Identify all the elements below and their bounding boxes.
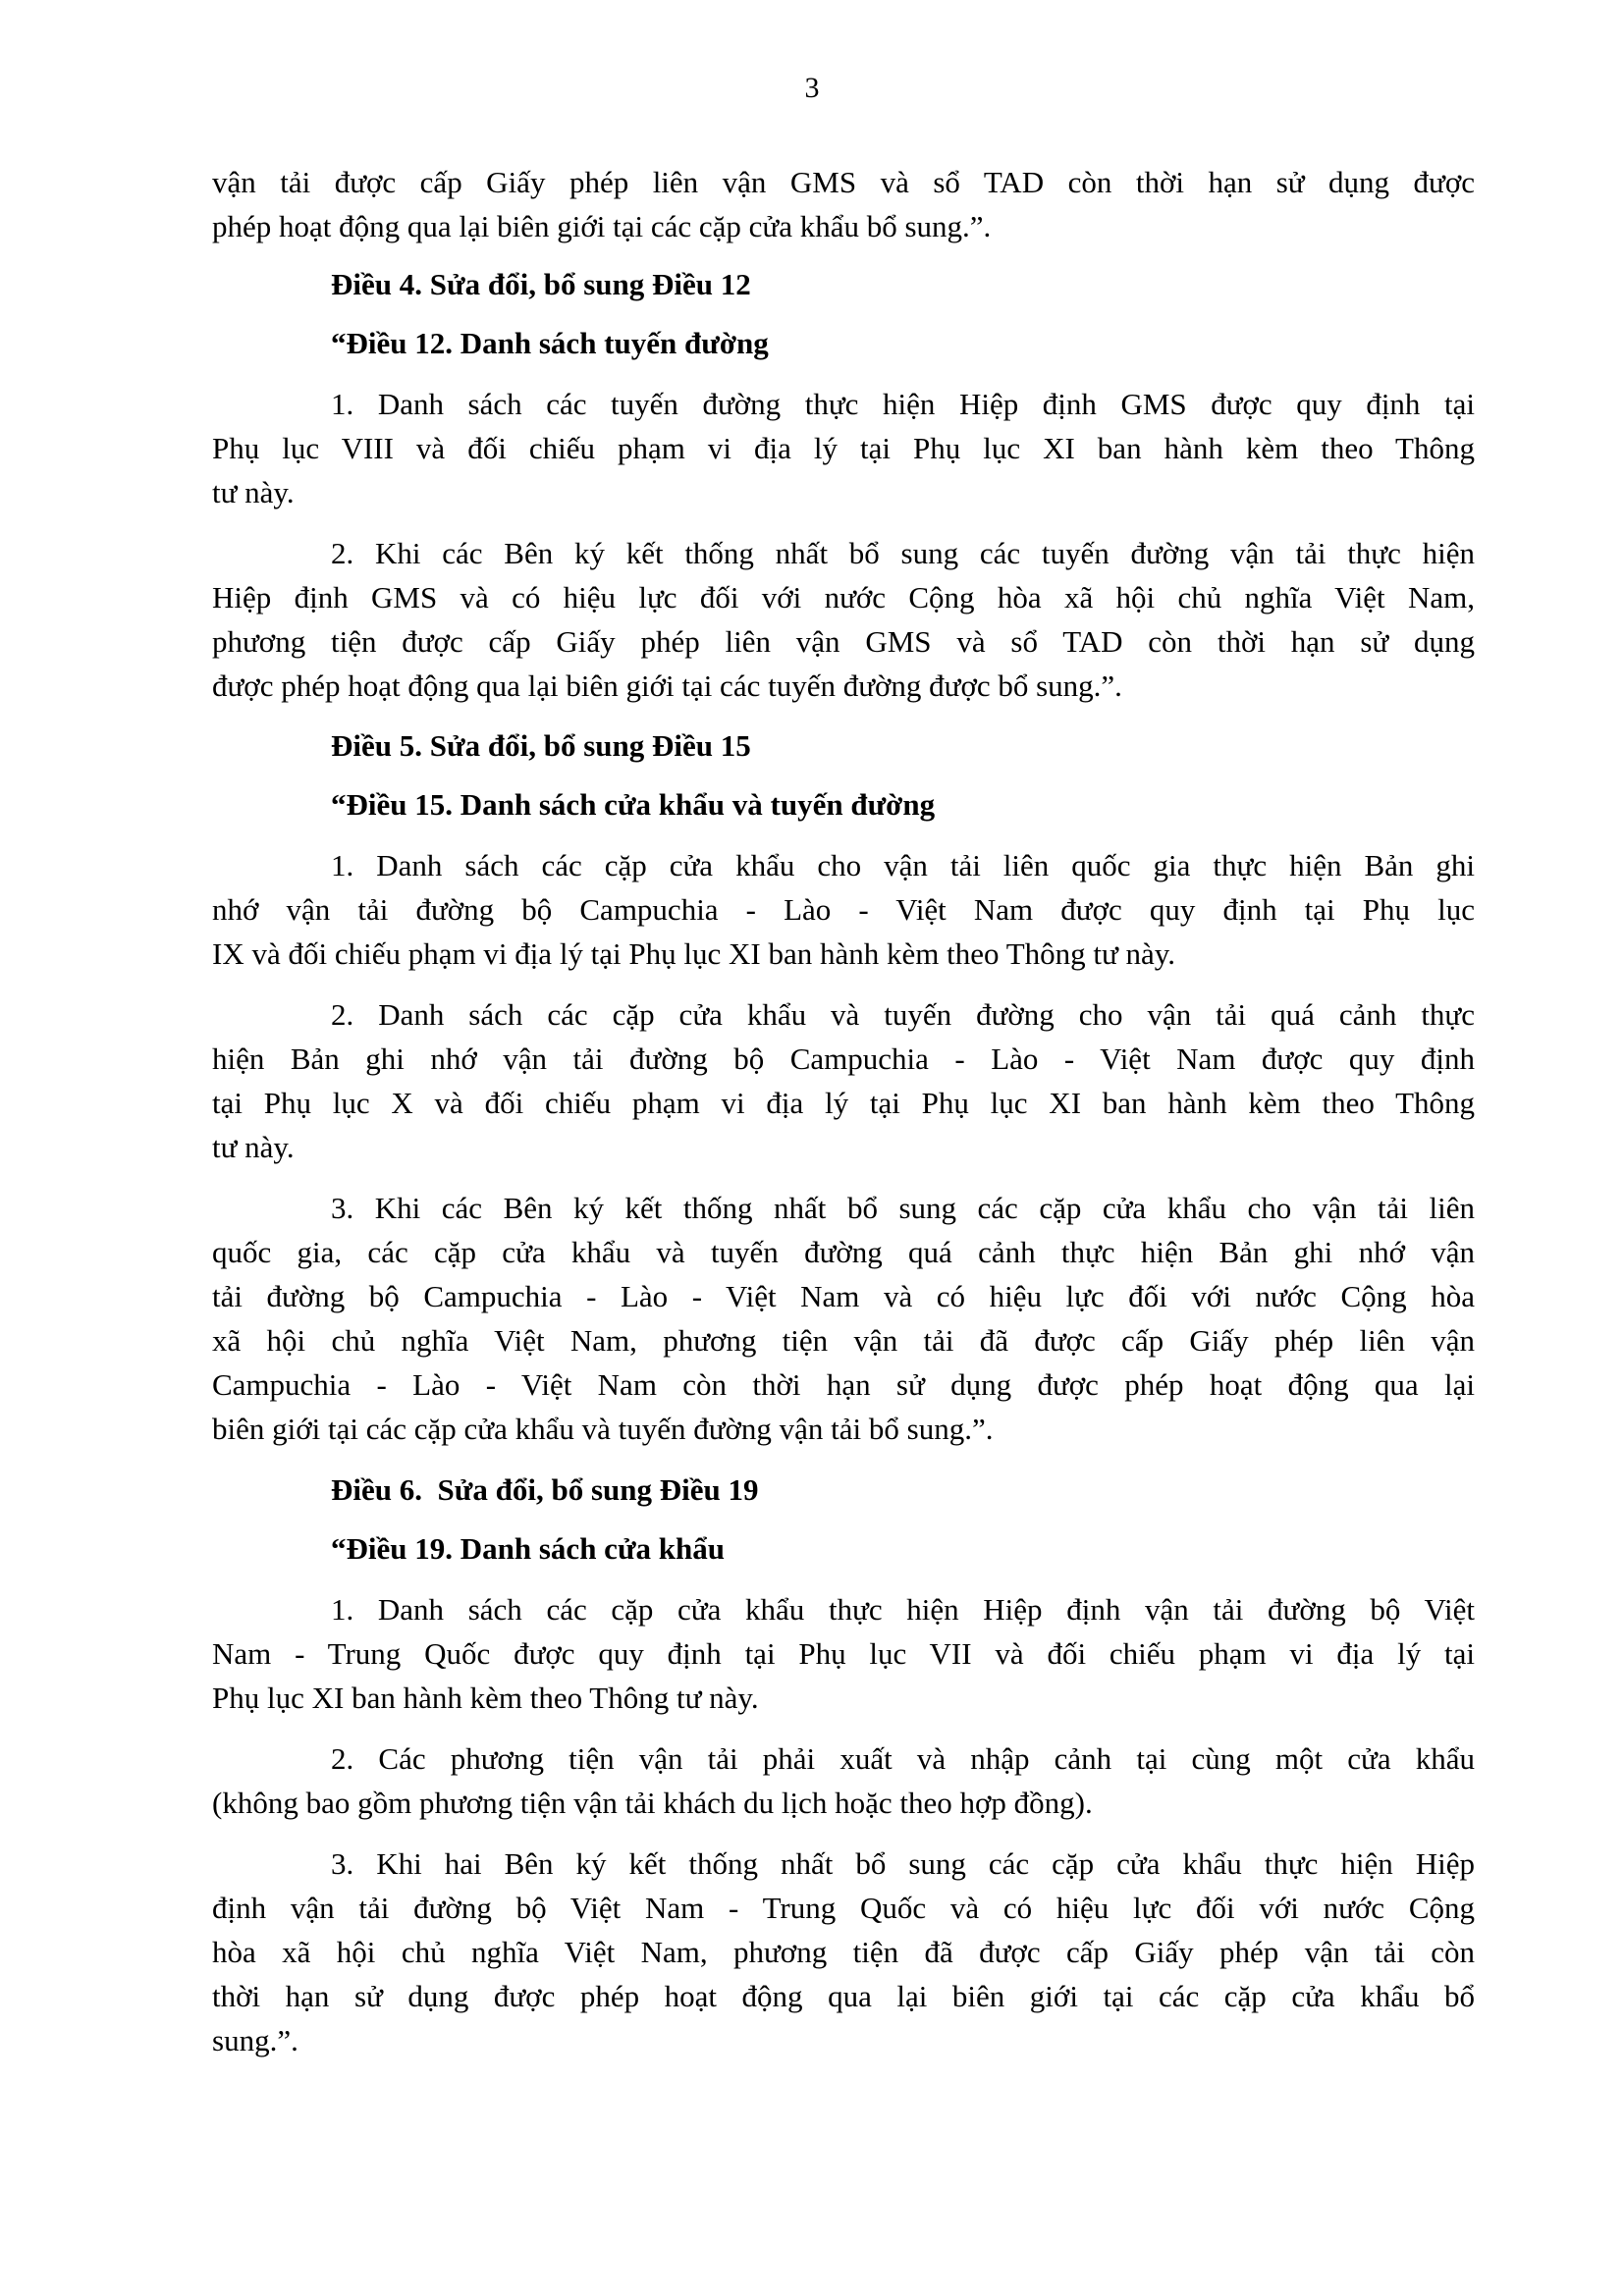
article-title: “Điều 15. Danh sách cửa khẩu và tuyến đường [331,787,936,822]
body-line: phép hoạt động qua lại biên giới tại các cặp cửa khẩu bổ sung.”. [212,209,992,243]
body-line: IX và đối chiếu phạm vi địa lý tại Phụ lục XI ban hành kèm theo Thông tư này. [212,936,1176,971]
body-line: hiện Bản ghi nhớ vận tải đường bộ Campuchia - Lào - Việt Nam được quy định [212,1041,1475,1076]
article-heading: Điều 5. Sửa đổi, bổ sung Điều 15 [331,728,751,763]
body-line: biên giới tại các cặp cửa khẩu và tuyến đường vận tải bổ sung.”. [212,1412,994,1446]
body-line: tải đường bộ Campuchia - Lào - Việt Nam và có hiệu lực đối với nước Cộng hòa [212,1279,1475,1313]
body-line: nhớ vận tải đường bộ Campuchia - Lào - Việt Nam được quy định tại Phụ lục [212,892,1475,927]
body-line: định vận tải đường bộ Việt Nam - Trung Quốc và có hiệu lực đối với nước Cộng [212,1891,1475,1925]
body-line: 2. Các phương tiện vận tải phải xuất và nhập cảnh tại cùng một cửa khẩu [331,1741,1475,1776]
body-line: tư này. [212,1130,295,1164]
page-number: 3 [804,72,820,104]
body-line: 2. Khi các Bên ký kết thống nhất bổ sung các tuyến đường vận tải thực hiện [331,536,1475,570]
body-line: Phụ lục XI ban hành kèm theo Thông tư này. [212,1681,759,1715]
article-heading: Điều 6. Sửa đổi, bổ sung Điều 19 [331,1472,759,1507]
body-line: phương tiện được cấp Giấy phép liên vận GMS và sổ TAD còn thời hạn sử dụng [212,624,1475,659]
body-line: 1. Danh sách các cặp cửa khẩu cho vận tải liên quốc gia thực hiện Bản ghi [331,848,1475,882]
body-line: (không bao gồm phương tiện vận tải khách du lịch hoặc theo hợp đồng). [212,1786,1093,1820]
article-heading: Điều 4. Sửa đổi, bổ sung Điều 12 [331,267,751,301]
body-line: xã hội chủ nghĩa Việt Nam, phương tiện vận tải đã được cấp Giấy phép liên vận [212,1323,1475,1358]
body-line: 3. Khi các Bên ký kết thống nhất bổ sung các cặp cửa khẩu cho vận tải liên [331,1191,1475,1225]
body-line: Hiệp định GMS và có hiệu lực đối với nước Cộng hòa xã hội chủ nghĩa Việt Nam, [212,580,1475,614]
body-line: vận tải được cấp Giấy phép liên vận GMS và sổ TAD còn thời hạn sử dụng được [212,165,1475,199]
body-line: thời hạn sử dụng được phép hoạt động qua lại biên giới tại các cặp cửa khẩu bổ [212,1979,1475,2013]
article-title: “Điều 19. Danh sách cửa khẩu [331,1531,726,1566]
body-line: 1. Danh sách các cặp cửa khẩu thực hiện Hiệp định vận tải đường bộ Việt [331,1592,1475,1627]
body-line: sung.”. [212,2023,298,2057]
body-line: được phép hoạt động qua lại biên giới tại các tuyến đường được bổ sung.”. [212,668,1122,703]
body-line: Nam - Trung Quốc được quy định tại Phụ lục VII và đối chiếu phạm vi địa lý tại [212,1636,1475,1671]
body-line: 2. Danh sách các cặp cửa khẩu và tuyến đường cho vận tải quá cảnh thực [331,997,1475,1032]
body-line: Campuchia - Lào - Việt Nam còn thời hạn sử dụng được phép hoạt động qua lại [212,1367,1475,1402]
body-line: tư này. [212,475,295,509]
body-line: hòa xã hội chủ nghĩa Việt Nam, phương tiện đã được cấp Giấy phép vận tải còn [212,1935,1475,1969]
body-line: quốc gia, các cặp cửa khẩu và tuyến đường quá cảnh thực hiện Bản ghi nhớ vận [212,1235,1475,1269]
body-line: 1. Danh sách các tuyến đường thực hiện Hiệp định GMS được quy định tại [331,387,1475,421]
body-line: 3. Khi hai Bên ký kết thống nhất bổ sung các cặp cửa khẩu thực hiện Hiệp [331,1846,1475,1881]
article-title: “Điều 12. Danh sách tuyến đường [331,326,769,360]
body-line: tại Phụ lục X và đối chiếu phạm vi địa lý tại Phụ lục XI ban hành kèm theo Thông [212,1086,1475,1120]
body-line: Phụ lục VIII và đối chiếu phạm vi địa lý tại Phụ lục XI ban hành kèm theo Thông [212,431,1475,465]
